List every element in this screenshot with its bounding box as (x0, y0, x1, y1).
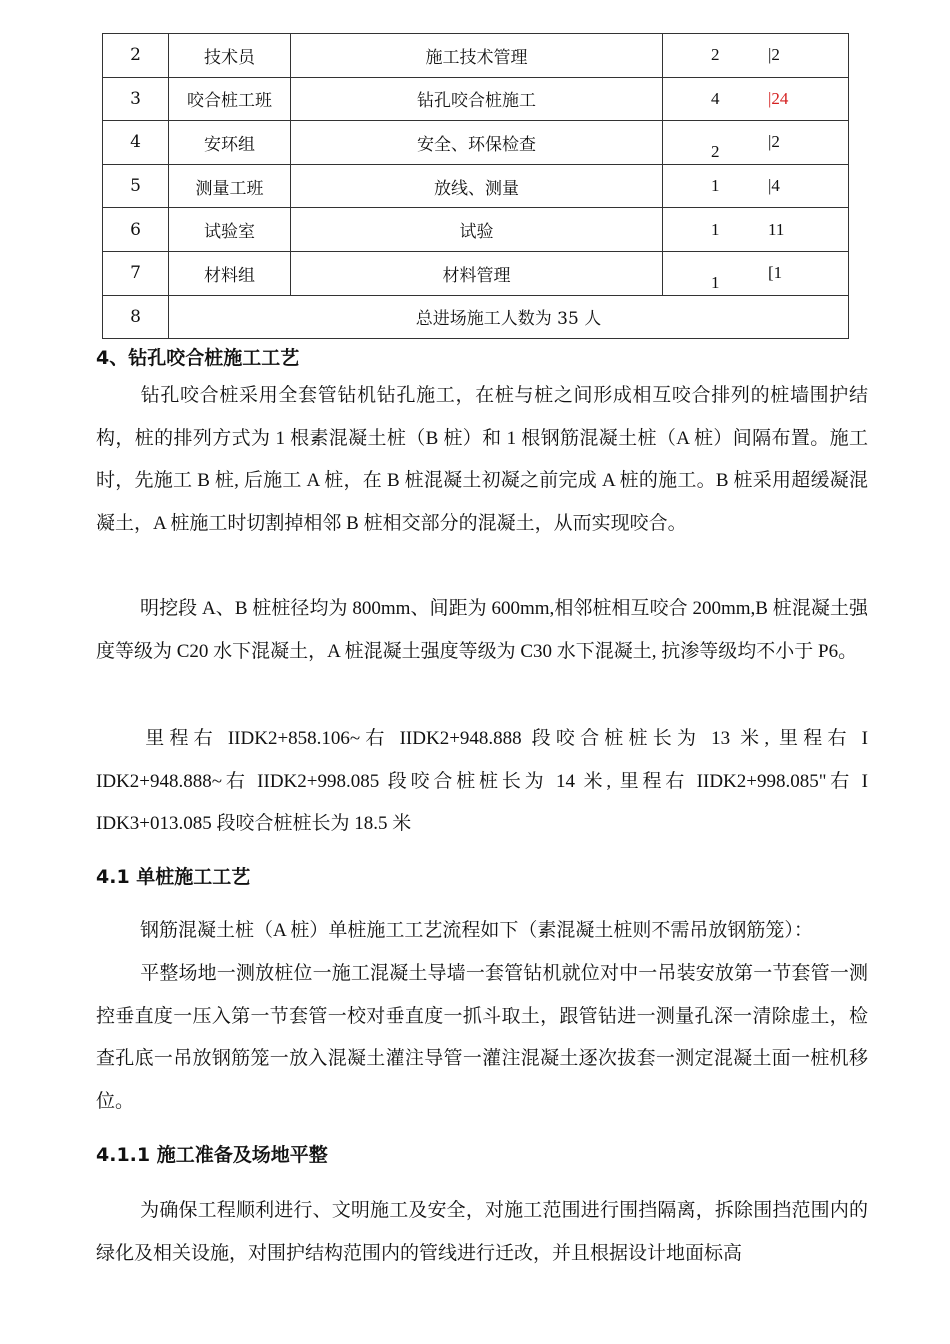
row-number: 6 (103, 208, 169, 252)
row-number: 4 (103, 121, 169, 165)
headcount-total: |24 (768, 88, 789, 108)
table-row (103, 34, 849, 78)
headcount-total: |2 (768, 45, 780, 65)
duty-cell: 试验 (291, 208, 663, 252)
row-number: 2 (103, 34, 169, 78)
headcount-cell (663, 164, 849, 208)
role-cell: 材料组 (169, 251, 291, 295)
headcount-cell (663, 208, 849, 252)
row-number: 5 (103, 164, 169, 208)
section-4-heading: 4、钻孔咬合桩施工工艺 (96, 347, 300, 369)
section-4-1-1-heading: 4.1.1 施工准备及场地平整 (96, 1144, 328, 1166)
total-headcount-text: 总进场施工人数为 35 人 (169, 295, 849, 339)
role-cell: 试验室 (169, 208, 291, 252)
duty-cell: 施工技术管理 (291, 34, 663, 78)
section-4-1-paragraph-2: 平整场地一测放桩位一施工混凝土导墙一套管钻机就位对中一吊装安放第一节套管一测控垂直度一压入第一节套管一校对垂直度一抓斗取土，跟管钻进一测量孔深一清除虚土，检查孔底一吊放钢筋笼一放入混凝土灌注导管一灌注混凝土逐次拔套一测定混凝土面一桩机移位。 (96, 963, 868, 1112)
table-row (103, 77, 849, 121)
row-number: 7 (103, 251, 169, 295)
headcount-value: 4 (711, 88, 720, 108)
headcount-total: 11 (768, 219, 785, 239)
table-row (103, 251, 849, 295)
headcount-value: 1 (711, 219, 720, 239)
staffing-table (102, 33, 849, 339)
row-number: 3 (103, 77, 169, 121)
headcount-cell (663, 121, 849, 165)
section-4-paragraph-2: 明挖段 A、B 桩桩径均为 800mm、间距为 600mm,相邻桩相互咬合 200mm,B 桩混凝土强度等级为 C20 水下混凝土，A 桩混凝土强度等级为 C30 水下混凝土, 抗渗等级均不小于 P6。 (96, 598, 868, 662)
section-4-1-heading: 4.1 单桩施工工艺 (96, 866, 251, 888)
headcount-total: [1 (768, 263, 783, 283)
headcount-total: |2 (768, 132, 780, 152)
section-4-paragraph-1: 钻孔咬合桩采用全套管钻机钻孔施工，在桩与桩之间形成相互咬合排列的桩墙围护结构，桩的排列方式为 1 根素混凝土桩（B 桩）和 1 根钢筋混凝土桩（A 桩）间隔布置。施工时，先施工 B 桩, 后施工 A 桩，在 B 桩混凝土初凝之前完成 A 桩的施工。B 桩采用超缓凝混凝土，A 桩施工时切割掉相邻 B 桩相交部分的混凝土，从而实现咬合。 (96, 385, 868, 534)
duty-cell: 材料管理 (291, 251, 663, 295)
duty-cell: 安全、环保检查 (291, 121, 663, 165)
section-4-paragraph-3: 里程右 IIDK2+858.106~右 IIDK2+948.888 段咬合桩桩长为 13 米, 里程右 I IDK2+948.888~右 IIDK2+998.085 段咬合桩桩长为 14 米, 里程右 IIDK2+998.085"右 I IDK3+013.085 段咬合桩桩长为 18.5 米 (96, 728, 868, 834)
headcount-cell (663, 34, 849, 78)
table-total-row (103, 295, 849, 339)
role-cell: 安环组 (169, 121, 291, 165)
headcount-value: 1 (711, 176, 720, 196)
headcount-value: 1 (711, 272, 720, 292)
headcount-total: |4 (768, 176, 780, 196)
duty-cell: 放线、测量 (291, 164, 663, 208)
role-cell: 技术员 (169, 34, 291, 78)
table-row (103, 164, 849, 208)
duty-cell: 钻孔咬合桩施工 (291, 77, 663, 121)
table-row (103, 208, 849, 252)
row-number: 8 (103, 295, 169, 339)
headcount-cell (663, 251, 849, 295)
headcount-cell (663, 77, 849, 121)
headcount-value: 2 (711, 45, 720, 65)
role-cell: 测量工班 (169, 164, 291, 208)
role-cell: 咬合桩工班 (169, 77, 291, 121)
section-4-1-1-paragraph-1: 为确保工程顺利进行、文明施工及安全，对施工范围进行围挡隔离，拆除围挡范围内的绿化及相关设施，对围护结构范围内的管线进行迁改，并且根据设计地面标高 (96, 1200, 868, 1264)
section-4-1-paragraph-1: 钢筋混凝土桩（A 桩）单桩施工工艺流程如下（素混凝土桩则不需吊放钢筋笼）： (140, 920, 813, 941)
headcount-value: 2 (711, 141, 720, 161)
table-row (103, 121, 849, 165)
